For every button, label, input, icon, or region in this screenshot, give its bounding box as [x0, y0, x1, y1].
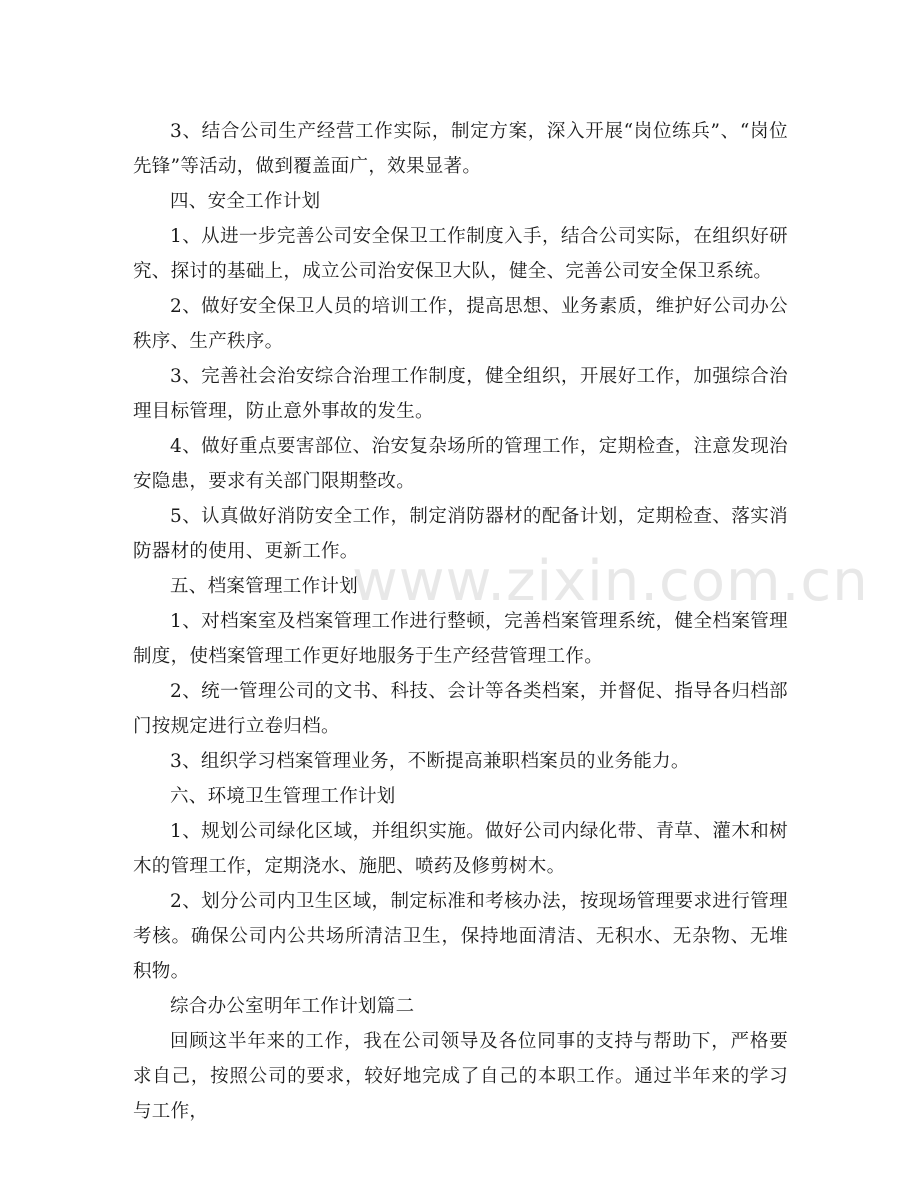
article-title-part-two: 综合办公室明年工作计划篇二 [170, 996, 415, 1017]
paragraph-safety-4: 4、做好重点要害部位、治安复杂场所的管理工作，定期检查，注意发现治安隐患，要求有关部门限期整改。 [133, 436, 788, 492]
section-heading-archives: 五、档案管理工作计划 [170, 576, 359, 597]
section-heading-safety: 四、安全工作计划 [170, 191, 321, 212]
paragraph-environment-2: 2、划分公司内卫生区域，制定标准和考核办法，按现场管理要求进行管理考核。确保公司内公共场所清洁卫生，保持地面清洁、无积水、无杂物、无堆积物。 [133, 891, 788, 982]
paragraph-archives-1: 1、对档案室及档案管理工作进行整顿，完善档案管理系统，健全档案管理制度，使档案管理工作更好地服务于生产经营管理工作。 [133, 611, 788, 667]
paragraph-archives-3: 3、组织学习档案管理业务，不断提高兼职档案员的业务能力。 [170, 751, 690, 772]
paragraph-safety-2: 2、做好安全保卫人员的培训工作，提高思想、业务素质，维护好公司办公秩序、生产秩序。 [133, 296, 788, 352]
watermark: www.zixin.com.cn [352, 549, 869, 614]
paragraph-review: 回顾这半年来的工作，我在公司领导及各位同事的支持与帮助下，严格要求自己，按照公司的要求，较好地完成了自己的本职工作。通过半年来的学习与工作， [133, 1031, 788, 1122]
paragraph-safety-1: 1、从进一步完善公司安全保卫工作制度入手，结合公司实际，在组织好研究、探讨的基础上，成立公司治安保卫大队，健全、完善公司安全保卫系统。 [133, 226, 788, 282]
section-heading-environment: 六、环境卫生管理工作计划 [170, 786, 396, 807]
paragraph-archives-2: 2、统一管理公司的文书、科技、会计等各类档案，并督促、指导各归档部门按规定进行立卷归档。 [133, 681, 788, 737]
paragraph-item-3: 3、结合公司生产经营工作实际，制定方案，深入开展“岗位练兵”、“岗位先锋”等活动，做到覆盖面广，效果显著。 [133, 121, 788, 177]
paragraph-safety-3: 3、完善社会治安综合治理工作制度，健全组织，开展好工作，加强综合治理目标管理，防止意外事故的发生。 [133, 366, 788, 422]
document-body [133, 114, 788, 1129]
paragraph-environment-1: 1、规划公司绿化区域，并组织实施。做好公司内绿化带、青草、灌木和树木的管理工作，定期浇水、施肥、喷药及修剪树木。 [133, 821, 788, 877]
paragraph-safety-5: 5、认真做好消防安全工作，制定消防器材的配备计划，定期检查、落实消防器材的使用、更新工作。 [133, 506, 788, 562]
